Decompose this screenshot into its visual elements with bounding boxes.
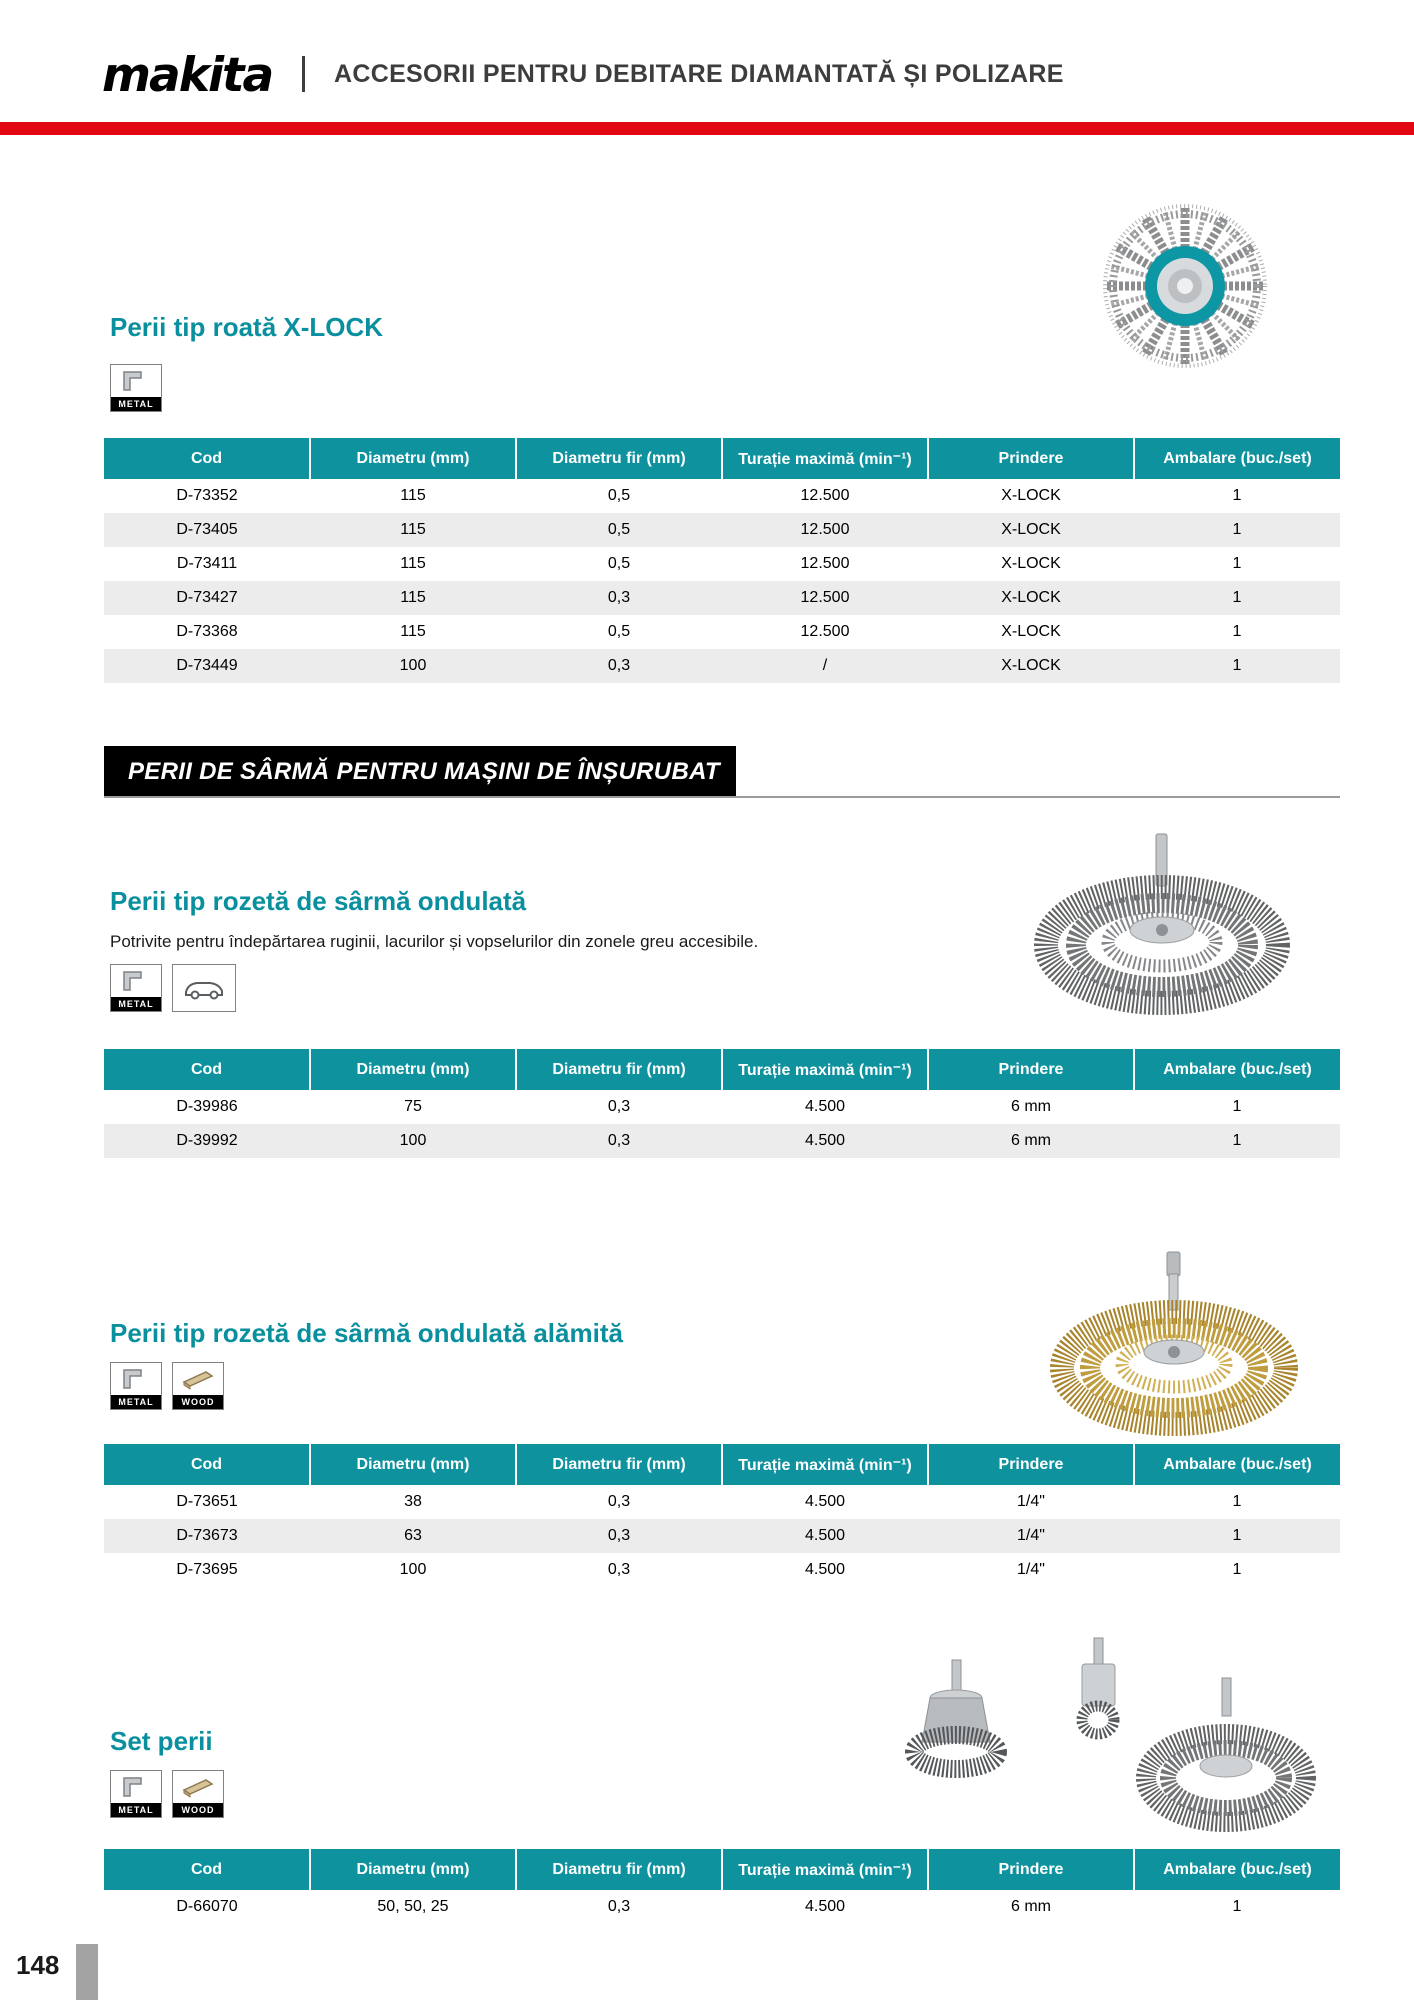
table-cell: 1/4" [1017, 1561, 1045, 1578]
table-cell: 0,3 [607, 1132, 631, 1149]
table-cell: X-LOCK [1001, 657, 1061, 674]
metal-icon [111, 365, 161, 397]
table-row [104, 1090, 1340, 1124]
table-cell: 4.500 [804, 1527, 846, 1544]
page-number: 148 [16, 1950, 60, 1980]
table-cell: 12.500 [800, 521, 850, 538]
table-cell: D-73352 [176, 487, 238, 504]
section-3-material-icons [110, 1362, 224, 1410]
table-cell: D-39986 [176, 1098, 238, 1115]
column-header: Diametru fir (mm) [516, 438, 722, 479]
table-cell: 115 [400, 487, 426, 504]
table-cell: 1 [1232, 521, 1242, 538]
table-cell: 1 [1232, 487, 1242, 504]
table-row [104, 615, 1340, 649]
wood-material-icon [172, 1362, 224, 1410]
table-cell: 12.500 [800, 589, 850, 606]
table-cell: D-73673 [176, 1527, 238, 1544]
brush-set-illustration [866, 1630, 1331, 1845]
table-cell: 1 [1232, 1132, 1242, 1149]
section-4-material-icons [110, 1770, 224, 1818]
metal-material-icon [110, 364, 162, 412]
brush-set-spec-table [104, 1849, 1340, 1924]
table-cell: 1 [1232, 1561, 1242, 1578]
table-row [104, 479, 1340, 513]
table-cell: 63 [404, 1527, 422, 1544]
table-cell: D-73695 [176, 1561, 238, 1578]
table-cell: 4.500 [804, 1132, 846, 1149]
table-cell: 12.500 [800, 487, 850, 504]
metal-icon-label: METAL [111, 1395, 161, 1409]
section-title-brass-wheel: Perii tip rozetă de sârmă ondulată alămită [110, 1318, 623, 1348]
column-header: Prindere [928, 1849, 1134, 1890]
metal-icon-label: METAL [111, 1803, 161, 1817]
section-title-crimped-wheel: Perii tip rozetă de sârmă ondulată [110, 886, 527, 916]
table-cell: 50, 50, 25 [377, 1898, 449, 1915]
table-cell: 6 mm [1011, 1098, 1051, 1115]
table-cell: 100 [399, 1561, 427, 1578]
table-cell: 1 [1232, 555, 1242, 572]
table-cell: X-LOCK [1001, 487, 1061, 504]
car-icon [173, 965, 235, 1011]
table-cell: 115 [400, 623, 426, 640]
table-cell: 0,5 [607, 623, 631, 640]
table-cell: D-73449 [176, 657, 238, 674]
header-accent-bar [0, 122, 1414, 135]
table-cell: D-73368 [176, 623, 238, 640]
table-cell: 12.500 [800, 623, 850, 640]
metal-icon-label: METAL [111, 997, 161, 1011]
table-cell: 1 [1232, 1527, 1242, 1544]
table-cell: / [822, 657, 828, 674]
table-cell: X-LOCK [1001, 555, 1061, 572]
table-row [104, 1485, 1340, 1519]
table-cell: 4.500 [804, 1493, 846, 1510]
table-cell: 1/4" [1017, 1493, 1045, 1510]
column-header: Prindere [928, 438, 1134, 479]
xlock-wheel-spec-table [104, 438, 1340, 683]
column-header: Diametru (mm) [310, 438, 516, 479]
makita-logo: makita [102, 48, 273, 103]
section-title-xlock-wheel: Perii tip roată X-LOCK [110, 312, 384, 342]
column-header: Cod [104, 438, 310, 479]
table-row [104, 547, 1340, 581]
column-header: Turație maximă (min⁻¹) [722, 1444, 928, 1485]
product-image-xlock-wheel-brush [1078, 196, 1293, 381]
crimped-brush-illustration [1032, 830, 1297, 1020]
table-cell: D-73427 [176, 589, 238, 606]
category-banner-label: PERII DE SÂRMĂ PENTRU MAȘINI DE ÎNȘURUBAT [128, 758, 720, 785]
wood-material-icon [172, 1770, 224, 1818]
column-header: Diametru (mm) [310, 1444, 516, 1485]
wood-icon [173, 1771, 223, 1803]
table-cell: 6 mm [1011, 1132, 1051, 1149]
table-cell: D-66070 [176, 1898, 238, 1915]
metal-icon-label: METAL [111, 397, 161, 411]
section-1-material-icons [110, 364, 162, 412]
metal-icon [111, 1363, 161, 1395]
table-row [104, 1553, 1340, 1587]
table-cell: 0,3 [607, 1898, 631, 1915]
table-cell: 0,5 [607, 521, 631, 538]
table-cell: 4.500 [804, 1561, 846, 1578]
header-divider [302, 56, 305, 92]
table-cell: 0,3 [607, 1493, 631, 1510]
metal-icon [111, 1771, 161, 1803]
column-header: Cod [104, 1444, 310, 1485]
table-cell: 0,3 [607, 1098, 631, 1115]
product-image-brush-set [866, 1630, 1331, 1850]
table-cell: D-73411 [176, 555, 238, 572]
table-cell: 12.500 [800, 555, 850, 572]
table-cell: 0,5 [607, 555, 631, 572]
wheel-brush-illustration [1078, 196, 1293, 376]
table-row [104, 1519, 1340, 1553]
table-header-row [104, 1444, 1340, 1485]
column-header: Ambalare (buc./set) [1134, 1049, 1340, 1090]
table-cell: 1/4" [1017, 1527, 1045, 1544]
table-cell: 1 [1232, 657, 1242, 674]
table-header-row [104, 438, 1340, 479]
table-cell: 75 [404, 1098, 422, 1115]
table-cell: 1 [1232, 623, 1242, 640]
table-cell: 4.500 [804, 1098, 846, 1115]
table-cell: 1 [1232, 1493, 1242, 1510]
table-cell: 1 [1232, 1098, 1242, 1115]
column-header: Turație maximă (min⁻¹) [722, 1849, 928, 1890]
table-row [104, 649, 1340, 683]
wood-icon [173, 1363, 223, 1395]
metal-material-icon [110, 1362, 162, 1410]
table-cell: X-LOCK [1001, 521, 1061, 538]
table-cell: 0,3 [607, 1561, 631, 1578]
table-cell: 100 [399, 657, 427, 674]
table-cell: 6 mm [1011, 1898, 1051, 1915]
table-row [104, 1124, 1340, 1158]
column-header: Cod [104, 1849, 310, 1890]
table-cell: 38 [404, 1493, 422, 1510]
metal-material-icon [110, 964, 162, 1012]
column-header: Diametru (mm) [310, 1849, 516, 1890]
table-cell: D-73405 [176, 521, 238, 538]
column-header: Prindere [928, 1444, 1134, 1485]
product-image-brass-wheel-brush [1046, 1250, 1306, 1445]
brass-brush-illustration [1046, 1250, 1306, 1440]
table-cell: X-LOCK [1001, 589, 1061, 606]
table-header-row [104, 1049, 1340, 1090]
column-header: Diametru fir (mm) [516, 1049, 722, 1090]
section-2-material-icons [110, 964, 236, 1012]
table-cell: 115 [400, 521, 426, 538]
wood-icon-label: WOOD [173, 1803, 223, 1817]
car-application-icon [172, 964, 236, 1012]
table-cell: X-LOCK [1001, 623, 1061, 640]
table-cell: 0,5 [607, 487, 631, 504]
column-header: Diametru (mm) [310, 1049, 516, 1090]
column-header: Turație maximă (min⁻¹) [722, 438, 928, 479]
table-cell: 100 [399, 1132, 427, 1149]
column-header: Ambalare (buc./set) [1134, 438, 1340, 479]
column-header: Diametru fir (mm) [516, 1444, 722, 1485]
table-cell: D-39992 [176, 1132, 238, 1149]
table-cell: 1 [1232, 589, 1242, 606]
column-header: Prindere [928, 1049, 1134, 1090]
column-header: Turație maximă (min⁻¹) [722, 1049, 928, 1090]
table-cell: 0,3 [607, 657, 631, 674]
column-header: Ambalare (buc./set) [1134, 1444, 1340, 1485]
banner-underline [104, 796, 1340, 798]
column-header: Ambalare (buc./set) [1134, 1849, 1340, 1890]
table-row [104, 1890, 1340, 1924]
page-title: ACCESORII PENTRU DEBITARE DIAMANTATĂ ȘI POLIZARE [334, 60, 1064, 88]
section-description: Potrivite pentru îndepărtarea ruginii, lacurilor și vopselurilor din zonele greu accesibile. [110, 932, 759, 951]
category-banner [104, 746, 736, 798]
section-title-brush-set: Set perii [110, 1726, 213, 1756]
brass-wheel-spec-table [104, 1444, 1340, 1587]
footer-accent-bar [76, 1944, 98, 2000]
table-header-row [104, 1849, 1340, 1890]
metal-icon [111, 965, 161, 997]
crimped-wheel-spec-table [104, 1049, 1340, 1158]
table-cell: 115 [400, 589, 426, 606]
table-cell: 115 [400, 555, 426, 572]
wood-icon-label: WOOD [173, 1395, 223, 1409]
table-cell: 4.500 [804, 1898, 846, 1915]
column-header: Cod [104, 1049, 310, 1090]
product-image-crimped-wheel-brush [1032, 830, 1297, 1025]
table-cell: 0,3 [607, 1527, 631, 1544]
table-row [104, 513, 1340, 547]
table-row [104, 581, 1340, 615]
table-cell: 0,3 [607, 589, 631, 606]
column-header: Diametru fir (mm) [516, 1849, 722, 1890]
metal-material-icon [110, 1770, 162, 1818]
table-cell: 1 [1232, 1898, 1242, 1915]
table-cell: D-73651 [176, 1493, 238, 1510]
